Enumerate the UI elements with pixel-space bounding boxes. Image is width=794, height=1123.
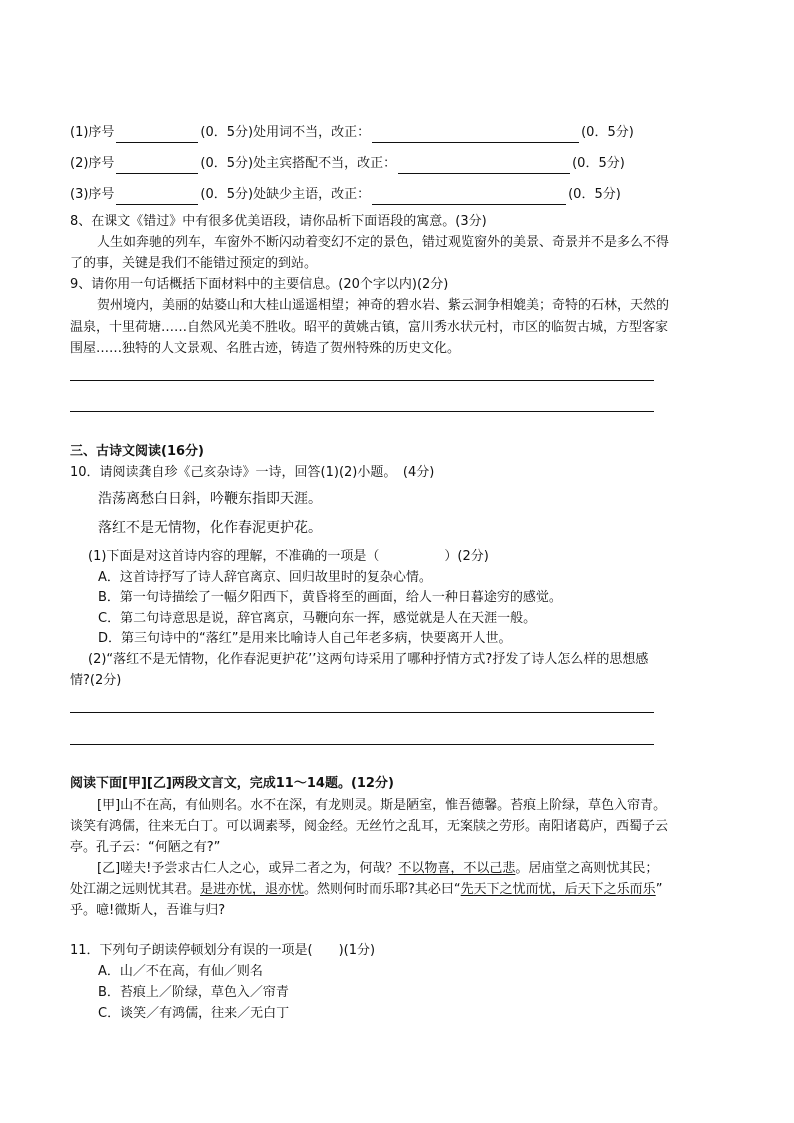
passage-yi: 乎。噫!微斯人，吾谁与归?: [70, 903, 226, 918]
passage-yi: [乙]嗟夫!予尝求古仁人之心，或异二者之为，何哉？不以物喜，不以己悲。居庙堂之高则忧其民；: [97, 861, 659, 876]
answer-blank[interactable]: [116, 190, 198, 205]
underlined-phrase: 是进亦忧，退亦忧: [200, 882, 305, 897]
question-10-sub-1: (1)下面是对这首诗内容的理解，不准确的一项是（ ）(2分): [88, 549, 489, 564]
question-8-title: 8、在课文《错过》中有很多优美语段，请你品析下面语段的寓意。(3分): [70, 214, 487, 229]
reading-heading: 阅读下面[甲][乙]两段文言文，完成11～14题。(12分): [70, 776, 394, 791]
option-b: B．第一句诗描绘了一幅夕阳西下，黄昏将至的画面，给人一种日暮途穷的感觉。: [98, 590, 562, 605]
option-c: C．第二句诗意思是说，辞官离京，马鞭向东一挥，感觉就是人在天涯一般。: [98, 611, 537, 626]
answer-line[interactable]: [70, 744, 654, 745]
option-a: A．山／不在高，有仙／则名: [98, 964, 263, 979]
passage-jia: 谈笑有鸿儒，往来无白丁。可以调素琴，阅金经。无丝竹之乱耳，无案牍之劳形。南阳诸葛庐，西蜀子云: [70, 819, 669, 834]
question-9-passage: 温泉，十里荷塘……自然风光美不胜收。昭平的黄姚古镇，富川秀水状元村，市区的临贺古城，方型客家: [70, 320, 669, 335]
answer-blank[interactable]: [372, 128, 579, 143]
correction-item-1: (1)序号 (0．5分)处用词不当，改正： (0．5分): [70, 123, 634, 143]
answer-line[interactable]: [70, 380, 654, 381]
question-9-passage: 围屋……独特的人文景观、名胜古迹，铸造了贺州特殊的历史文化。: [70, 341, 461, 356]
underlined-phrase: 不以物喜，不以己悲: [398, 861, 516, 876]
option-d: D．第三句诗中的“落红”是用来比喻诗人自己年老多病，快要离开人世。: [98, 631, 512, 646]
correction-item-3: (3)序号 (0．5分)处缺少主语，改正： (0．5分): [70, 185, 621, 205]
question-9-passage: 贺州境内，美丽的姑婆山和大桂山遥遥相望；神奇的碧水岩、紫云洞争相媲美；奇特的石林，天然的: [97, 298, 670, 313]
question-11-title: 11．下列句子朗读停顿划分有误的一项是( )(1分): [70, 943, 376, 958]
passage-jia: [甲]山不在高，有仙则名。水不在深，有龙则灵。斯是陋室，惟吾德馨。苔痕上阶绿，草色入帘青。: [97, 798, 667, 813]
question-8-passage: 了的事，关键是我们不能错过预定的到站。: [70, 256, 318, 271]
answer-blank[interactable]: [398, 159, 570, 174]
answer-line[interactable]: [70, 712, 654, 713]
poem-line: 落红不是无情物，化作春泥更护花。: [98, 520, 322, 536]
poem-line: 浩荡离愁白日斜，吟鞭东指即天涯。: [98, 491, 322, 507]
passage-yi: 处江湖之远则忧其君。是进亦忧，退亦忧。然则何时而乐耶?其必曰“先天下之忧而忧，后天下之乐而乐”: [70, 882, 663, 897]
answer-blank[interactable]: [116, 128, 198, 143]
section-heading: 三、古诗文阅读(16分): [70, 444, 204, 459]
passage-jia: 亭。孔子云：“何陋之有?”: [70, 840, 221, 855]
option-a: A．这首诗抒写了诗人辞官离京、回归故里时的复杂心情。: [98, 570, 432, 585]
question-8-passage: 人生如奔驰的列车，车窗外不断闪动着变幻不定的景色，错过观览窗外的美景、奇景并不是多么不得: [97, 235, 670, 250]
answer-line[interactable]: [70, 411, 654, 412]
question-10-sub-2: (2)“落红不是无情物，化作春泥更护花’’这两句诗采用了哪种抒情方式?抒发了诗人怎么样的思想感: [88, 652, 649, 667]
answer-blank[interactable]: [116, 159, 198, 174]
option-b: B．苔痕上／阶绿，草色入／帘青: [98, 985, 289, 1000]
question-10-sub-2: 情?(2分): [70, 673, 122, 688]
correction-item-2: (2)序号 (0．5分)处主宾搭配不当，改正： (0．5分): [70, 154, 625, 174]
answer-blank[interactable]: [372, 190, 566, 205]
question-9-title: 9、请你用一句话概括下面材料中的主要信息。(20个字以内)(2分): [70, 277, 449, 292]
option-c: C．谈笑／有鸿儒，往来／无白丁: [98, 1006, 290, 1021]
question-10-title: 10．请阅读龚自珍《己亥杂诗》一诗，回答(1)(2)小题。 (4分): [70, 465, 435, 480]
underlined-phrase: 先天下之忧而忧，后天下之乐而乐: [460, 882, 656, 897]
